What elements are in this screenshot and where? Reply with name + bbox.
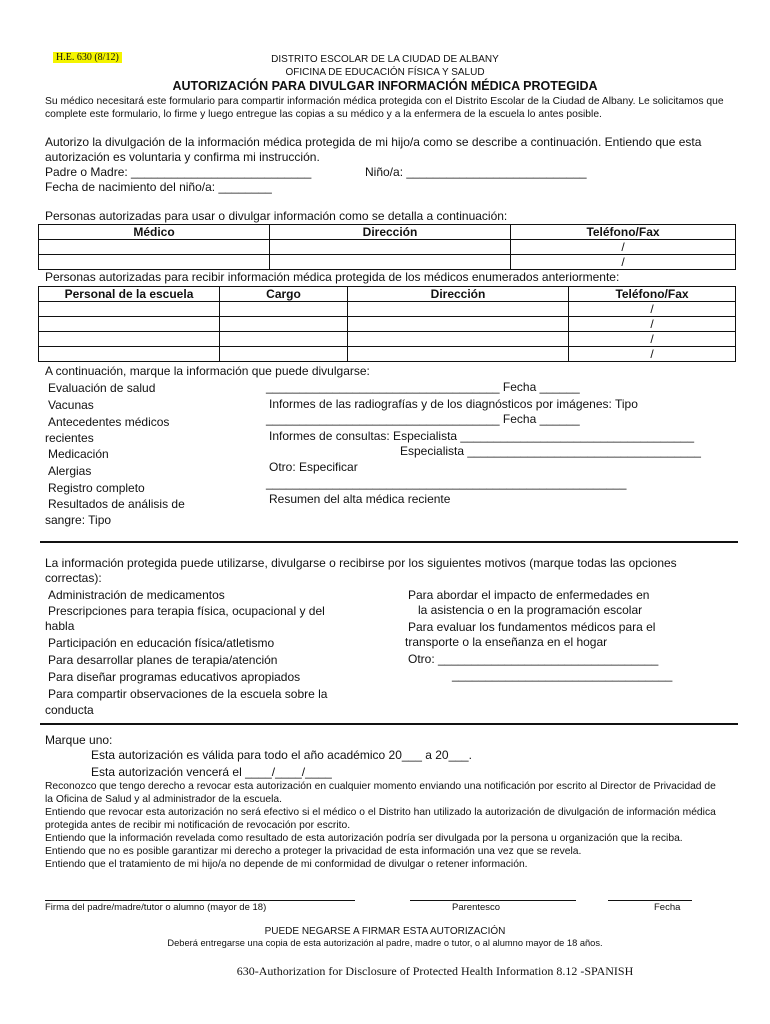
reason-attendance-cont: la asistencia o en la programación escolar bbox=[418, 603, 643, 617]
signature-line[interactable] bbox=[45, 900, 355, 901]
validity-caption: Marque uno: bbox=[45, 733, 113, 747]
check-label: Otro: Especificar bbox=[269, 460, 358, 474]
table-cell[interactable] bbox=[220, 317, 348, 332]
check-full-record[interactable] bbox=[45, 481, 145, 497]
physicians-table bbox=[38, 224, 736, 270]
legal-revocation: Reconozco que tengo derecho a revocar esta autorización en cualquier momento enviando una notificación por escrito al Director de Privacidad de la Oficina de Salud y al administrador de la escuela. bbox=[45, 781, 716, 805]
reason-other[interactable] bbox=[405, 652, 658, 668]
reason-behavior-cont: conducta bbox=[45, 703, 94, 717]
check-consults[interactable] bbox=[266, 429, 694, 445]
signature-label: Firma del padre/madre/tutor o alumno (mayor de 18) bbox=[45, 902, 267, 913]
check-allergies[interactable] bbox=[45, 464, 91, 480]
check-medication[interactable] bbox=[45, 447, 109, 463]
column-header: Médico bbox=[39, 225, 270, 240]
blood-type-date-line[interactable]: ___________________________________ Fecha ______ bbox=[266, 380, 580, 394]
table-row[interactable] bbox=[39, 302, 736, 317]
validity-school-year[interactable] bbox=[88, 748, 472, 764]
check-label: Medicación bbox=[48, 447, 109, 461]
check-blood-tests[interactable] bbox=[45, 497, 185, 513]
check-label: Prescripciones para terapia física, ocupacional y del bbox=[48, 604, 325, 618]
table-cell[interactable] bbox=[348, 332, 569, 347]
table-cell[interactable] bbox=[348, 347, 569, 362]
reason-attendance[interactable] bbox=[405, 588, 649, 604]
check-label: Alergias bbox=[48, 464, 92, 478]
section-divider bbox=[40, 723, 738, 725]
phone-cell[interactable]: / bbox=[569, 332, 736, 347]
table-row[interactable] bbox=[39, 332, 736, 347]
child-field[interactable]: Niño/a: ___________________________ bbox=[365, 165, 587, 179]
table-header-row bbox=[39, 287, 736, 302]
reason-therapy-cont: habla bbox=[45, 619, 75, 633]
specialist-line[interactable]: Especialista ___________________________________ bbox=[400, 444, 701, 458]
info-caption: A continuación, marque la información que puede divulgarse: bbox=[45, 364, 370, 378]
consent-paragraph: Autorizo la divulgación de la información médica protegida de mi hijo/a como se describe a continuación. Entiendo que esta autorización es voluntaria y confirma mi instrucción. bbox=[45, 135, 702, 164]
table-row[interactable] bbox=[39, 317, 736, 332]
authorized-recipients-caption: Personas autorizadas para recibir información médica protegida de los médicos enumerados anteriormente: bbox=[45, 270, 620, 284]
reason-transport[interactable] bbox=[405, 620, 655, 636]
phone-cell[interactable]: / bbox=[569, 317, 736, 332]
check-label: Antecedentes médicos bbox=[48, 415, 170, 429]
reason-pe[interactable] bbox=[45, 636, 274, 652]
check-label: Informes de consultas: Especialista ___________________________________ bbox=[269, 429, 695, 443]
column-header: Dirección bbox=[348, 287, 569, 302]
phone-cell[interactable]: / bbox=[569, 302, 736, 317]
check-label: Para diseñar programas educativos apropiados bbox=[48, 670, 301, 684]
phone-cell[interactable]: / bbox=[511, 240, 736, 255]
check-discharge[interactable] bbox=[266, 492, 450, 508]
office-name: OFICINA DE EDUCACIÓN FÍSICA Y SALUD bbox=[285, 67, 485, 78]
imaging-date-line[interactable]: ___________________________________ Fecha ______ bbox=[266, 412, 580, 426]
reason-behavior[interactable] bbox=[45, 687, 327, 703]
column-header: Personal de la escuela bbox=[39, 287, 220, 302]
check-label: Esta autorización vencerá el ____/____/____ bbox=[91, 765, 332, 779]
dob-field[interactable]: Fecha de nacimiento del niño/a: ________ bbox=[45, 180, 272, 194]
legal-revocation-effect: Entiendo que revocar esta autorización no será efectivo si el médico o el Distrito han utilizado la autorización de divulgación de información médica protegida antes de recibir mi notificación de revocación por escrito. bbox=[45, 807, 716, 831]
form-code: H.E. 630 (8/12) bbox=[53, 52, 122, 63]
table-cell[interactable] bbox=[39, 255, 270, 270]
check-health-eval[interactable] bbox=[45, 381, 155, 397]
check-label: Para compartir observaciones de la escuela sobre la bbox=[48, 687, 328, 701]
phone-cell[interactable]: / bbox=[569, 347, 736, 362]
reason-medication[interactable] bbox=[45, 588, 225, 604]
check-label: Para evaluar los fundamentos médicos para el bbox=[408, 620, 656, 634]
check-label: Registro completo bbox=[48, 481, 145, 495]
table-cell[interactable] bbox=[270, 240, 511, 255]
check-other-info[interactable] bbox=[266, 460, 358, 476]
table-header-row bbox=[39, 225, 736, 240]
authorized-users-caption: Personas autorizadas para usar o divulgar información como se detalla a continuación: bbox=[45, 209, 508, 223]
check-label: Otro: _________________________________ bbox=[408, 652, 659, 666]
district-name: DISTRITO ESCOLAR DE LA CIUDAD DE ALBANY bbox=[271, 54, 499, 65]
date-label: Fecha bbox=[654, 902, 681, 913]
check-label: Resumen del alta médica reciente bbox=[269, 492, 451, 506]
validity-expiry[interactable] bbox=[88, 765, 332, 781]
table-cell[interactable] bbox=[270, 255, 511, 270]
refuse-notice: PUEDE NEGARSE A FIRMAR ESTA AUTORIZACIÓN bbox=[264, 926, 506, 937]
parent-field[interactable]: Padre o Madre: ___________________________ bbox=[45, 165, 312, 179]
table-row[interactable] bbox=[39, 255, 736, 270]
copy-notice: Deberá entregarse una copia de esta autorización al padre, madre o tutor, o al alumno mayor de 18 años. bbox=[167, 938, 603, 948]
relationship-label: Parentesco bbox=[452, 902, 501, 913]
table-cell[interactable] bbox=[39, 317, 220, 332]
table-row[interactable] bbox=[39, 240, 736, 255]
table-cell[interactable] bbox=[220, 347, 348, 362]
table-cell[interactable] bbox=[220, 302, 348, 317]
check-label: Participación en educación física/atletismo bbox=[48, 636, 275, 650]
check-label: Vacunas bbox=[48, 398, 94, 412]
section-divider bbox=[40, 541, 738, 543]
legal-treatment: Entiendo que el tratamiento de mi hijo/a no depende de mi conformidad de divulgar o retener información. bbox=[45, 859, 528, 870]
column-header: Teléfono/Fax bbox=[569, 287, 736, 302]
table-cell[interactable] bbox=[39, 347, 220, 362]
check-label: Evaluación de salud bbox=[48, 381, 156, 395]
column-header: Cargo bbox=[220, 287, 348, 302]
form-name: 630-Authorization for Disclosure of Protected Health Information 8.12 -SPANISH bbox=[236, 964, 634, 978]
check-label: Para abordar el impacto de enfermedades en bbox=[408, 588, 650, 602]
reason-programs[interactable] bbox=[45, 670, 300, 686]
check-label: Resultados de análisis de bbox=[48, 497, 185, 511]
other-info-line[interactable]: ______________________________________________________ bbox=[266, 476, 627, 490]
relationship-line[interactable] bbox=[410, 900, 576, 901]
reason-plans[interactable] bbox=[45, 653, 277, 669]
table-cell[interactable] bbox=[39, 332, 220, 347]
column-header: Dirección bbox=[270, 225, 511, 240]
check-blood-tests-cont: sangre: Tipo bbox=[45, 513, 112, 527]
school-staff-table bbox=[38, 286, 736, 362]
table-cell[interactable] bbox=[39, 240, 270, 255]
check-label: Informes de las radiografías y de los diagnósticos por imágenes: Tipo bbox=[269, 397, 638, 411]
reasons-caption: La información protegida puede utilizarse, divulgarse o recibirse por los siguientes motivos (marque todas las opciones correctas): bbox=[45, 556, 677, 585]
table-cell[interactable] bbox=[220, 332, 348, 347]
column-header: Teléfono/Fax bbox=[511, 225, 736, 240]
intro-paragraph: Su médico necesitará este formulario para compartir información médica protegida con el Distrito Escolar de la Ciudad de Albany. Le solicitamos que complete este formulario, lo firme y luego entregue las copias a su médico y a la enfermera de la escuela lo antes posible. bbox=[45, 96, 724, 120]
phone-cell[interactable]: / bbox=[511, 255, 736, 270]
check-label: Administración de medicamentos bbox=[48, 588, 225, 602]
reason-other-line[interactable]: _________________________________ bbox=[452, 668, 673, 682]
check-history[interactable] bbox=[45, 415, 169, 431]
check-label: Esta autorización es válida para todo el año académico 20___ a 20___. bbox=[91, 748, 472, 762]
reason-transport-cont: transporte o la enseñanza en el hogar bbox=[405, 635, 608, 649]
table-cell[interactable] bbox=[348, 317, 569, 332]
table-row[interactable] bbox=[39, 347, 736, 362]
check-vaccines[interactable] bbox=[45, 398, 94, 414]
date-line[interactable] bbox=[608, 900, 692, 901]
legal-redisclosure: Entiendo que la información revelada como resultado de esta autorización podría ser divulgada por la persona u organización que la reciba. Entiendo que no es posible garantizar mi derecho a proteger la privacidad de esta información una vez que se revela. bbox=[45, 833, 683, 857]
check-imaging[interactable] bbox=[266, 397, 638, 413]
form-title: AUTORIZACIÓN PARA DIVULGAR INFORMACIÓN MÉDICA PROTEGIDA bbox=[172, 79, 598, 93]
check-history-cont: recientes bbox=[45, 431, 94, 445]
table-cell[interactable] bbox=[39, 302, 220, 317]
check-label: Para desarrollar planes de terapia/atención bbox=[48, 653, 278, 667]
reason-therapy[interactable] bbox=[45, 604, 325, 620]
table-cell[interactable] bbox=[348, 302, 569, 317]
